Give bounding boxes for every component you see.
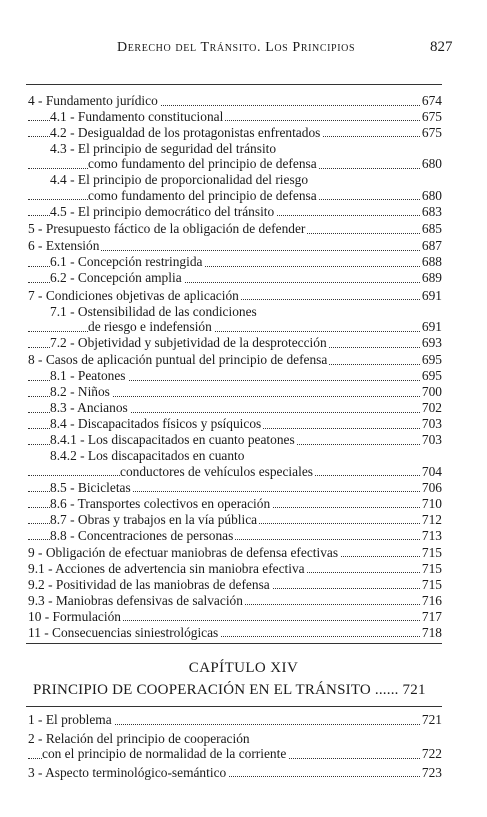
- toc-entry: [28, 384, 442, 400]
- toc-page-number: 713: [421, 527, 442, 543]
- toc-entry: [28, 731, 442, 762]
- toc-entry: [28, 172, 442, 203]
- toc-entry-text: 8.8 - Concentraciones de personas: [50, 527, 234, 543]
- toc-entry-text: 8.5 - Bicicletas: [50, 479, 131, 495]
- toc-entry-text-continued: de riesgo e indefensión: [88, 319, 212, 335]
- toc-entry-text: 4.1 - Fundamento constitucional: [50, 108, 224, 124]
- toc-entry-text: 8.3 - Ancianos: [50, 400, 128, 416]
- toc-entry-text: 9 - Obligación de efectuar maniobras de defensa efectivas: [28, 544, 339, 560]
- toc-entry: [28, 480, 442, 496]
- toc-page-number: 715: [421, 560, 442, 576]
- toc-page-number: 685: [421, 221, 442, 237]
- toc-page-number: 695: [421, 352, 442, 368]
- toc-entry-text: 6.1 - Concepción restringida: [50, 254, 203, 270]
- toc-entry-text-continued: conductores de vehículos especiales: [120, 463, 313, 479]
- toc-entry-text: 4.2 - Desigualdad de los protagonistas enfrentados: [50, 124, 321, 140]
- toc-page-number: 723: [421, 764, 442, 780]
- toc-entry-text: 7 - Condiciones objetivas de aplicación: [28, 287, 239, 303]
- toc-page-number: 689: [421, 270, 442, 286]
- toc-entry-text: 8.2 - Niños: [50, 384, 110, 400]
- toc-page-number: 691: [421, 319, 442, 335]
- toc-entry-text: 8.6 - Transportes colectivos en operación: [50, 495, 271, 511]
- toc-page-number: 691: [421, 287, 442, 303]
- toc-entry: [28, 609, 442, 625]
- top-rule: [26, 84, 442, 85]
- toc-entry-text: 4.3 - El principio de seguridad del tránsito: [50, 140, 277, 156]
- page-number: 827: [430, 39, 453, 55]
- toc-page-number: 715: [421, 576, 442, 592]
- mid-rule: [26, 643, 442, 644]
- toc-entry: [28, 765, 442, 781]
- toc-entry: [28, 432, 442, 448]
- toc-page-number: 688: [421, 254, 442, 270]
- toc-entry-text: 4.5 - El principio democrático del tránsito: [50, 203, 275, 219]
- toc-entry-text: 4.4 - El principio de proporcionalidad del riesgo: [50, 172, 309, 188]
- toc-entry-text-continued: como fundamento del principio de defensa: [88, 187, 317, 203]
- toc-entry: [28, 288, 442, 304]
- toc-entry: [28, 141, 442, 172]
- chapter-label: CAPÍTULO XIV: [188, 660, 299, 676]
- toc-page-number: 721: [421, 712, 442, 727]
- toc-entry-text: 8.1 - Peatones: [50, 368, 126, 384]
- toc-page-number: 703: [421, 432, 442, 448]
- toc-entry: [28, 93, 442, 109]
- toc-entry: [28, 712, 442, 728]
- toc-page-number: 717: [421, 608, 442, 624]
- toc-entry-text: 6.2 - Concepción amplia: [50, 270, 182, 286]
- toc-page-number: 722: [421, 746, 442, 761]
- toc-entry-text: 9.3 - Maniobras defensivas de salvación: [28, 592, 243, 608]
- toc-entry-text: 1 - El problema: [28, 712, 112, 727]
- toc-entry-text: 9.1 - Acciones de advertencia sin maniobra efectiva: [28, 560, 305, 576]
- toc-entry: [28, 254, 442, 270]
- toc-page-number: 693: [421, 335, 442, 351]
- toc-entry: [28, 528, 442, 544]
- toc-list-bottom: [28, 712, 442, 783]
- toc-entry: [28, 545, 442, 561]
- toc-page-number: 703: [421, 416, 442, 432]
- toc-page-number: 718: [421, 624, 442, 640]
- toc-page-number: 706: [421, 479, 442, 495]
- toc-entry: [28, 238, 442, 254]
- toc-entry-text: 8 - Casos de aplicación puntual del principio de defensa: [28, 352, 328, 368]
- toc-entry: [28, 304, 442, 335]
- toc-entry: [28, 625, 442, 641]
- toc-page-number: 704: [421, 463, 442, 479]
- running-head-title: Derecho del Tránsito. Los Principios: [117, 40, 356, 55]
- toc-entry-text: 6 - Extensión: [28, 238, 100, 254]
- chapter-rule: [26, 706, 442, 707]
- toc-entry: [28, 335, 442, 351]
- chapter-title: PRINCIPIO DE COOPERACIÓN EN EL TRÁNSITO ...... 721: [33, 682, 426, 698]
- toc-page-number: 680: [421, 187, 442, 203]
- toc-entry-text: 11 - Consecuencias siniestrológicas: [28, 624, 219, 640]
- toc-entry-text: 7.1 - Ostensibilidad de las condiciones: [50, 303, 257, 319]
- toc-entry: [28, 593, 442, 609]
- toc-entry-text: 7.2 - Objetividad y subjetividad de la desprotección: [50, 335, 327, 351]
- page-header: [0, 40, 487, 60]
- toc-page-number: 695: [421, 368, 442, 384]
- toc-entry-text: 4 - Fundamento jurídico: [28, 93, 158, 108]
- toc-entry: [28, 221, 442, 237]
- toc-page-number: 710: [421, 495, 442, 511]
- toc-entry: [28, 512, 442, 528]
- toc-list-top: [28, 93, 442, 641]
- toc-page-number: 683: [421, 203, 442, 219]
- toc-entry-text: 5 - Presupuesto fáctico de la obligación de defender: [28, 221, 306, 237]
- toc-entry: [28, 400, 442, 416]
- toc-page-number: 702: [421, 400, 442, 416]
- toc-entry-text-continued: como fundamento del principio de defensa: [88, 156, 317, 172]
- toc-entry-text-continued: con el principio de normalidad de la corriente: [42, 746, 287, 761]
- toc-page-number: 675: [421, 124, 442, 140]
- toc-entry: [28, 577, 442, 593]
- toc-entry: [28, 368, 442, 384]
- toc-entry: [28, 416, 442, 432]
- toc-page-number: 675: [421, 108, 442, 124]
- toc-entry: [28, 109, 442, 125]
- toc-entry-text: 8.4 - Discapacitados físicos y psíquicos: [50, 416, 262, 432]
- toc-entry: [28, 125, 442, 141]
- toc-page-number: 712: [421, 511, 442, 527]
- toc-page-number: 674: [421, 93, 442, 108]
- toc-entry-text: 10 - Formulación: [28, 608, 121, 624]
- toc-entry: [28, 448, 442, 479]
- toc-entry: [28, 561, 442, 577]
- toc-entry: [28, 270, 442, 286]
- toc-entry-text: 8.4.2 - Los discapacitados en cuanto: [50, 448, 245, 464]
- toc-page-number: 700: [421, 384, 442, 400]
- toc-entry: [28, 352, 442, 368]
- toc-entry-text: 9.2 - Positividad de las maniobras de defensa: [28, 576, 270, 592]
- toc-entry-text: 3 - Aspecto terminológico-semántico: [28, 764, 227, 780]
- toc-entry: [28, 496, 442, 512]
- toc-entry-text: 8.4.1 - Los discapacitados en cuanto peatones: [50, 432, 295, 448]
- toc-page-number: 680: [421, 156, 442, 172]
- toc-page-number: 716: [421, 592, 442, 608]
- toc-entry-text: 2 - Relación del principio de cooperación: [28, 730, 250, 746]
- toc-entry-text: 8.7 - Obras y trabajos en la vía pública: [50, 511, 258, 527]
- toc-page-number: 715: [421, 544, 442, 560]
- toc-page-number: 687: [421, 238, 442, 254]
- toc-entry: [28, 204, 442, 220]
